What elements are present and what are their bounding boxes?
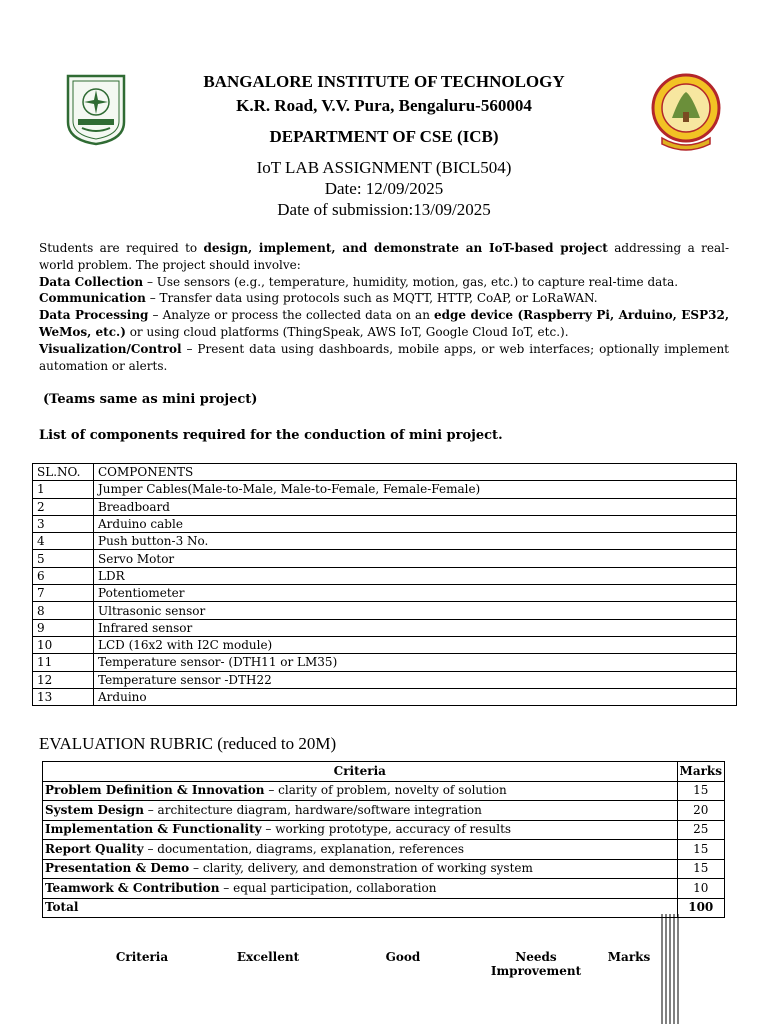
table-row [33,515,737,532]
table-row [43,879,725,899]
criteria-label: Teamwork & Contribution [45,880,220,895]
requirement-text-tail: or using cloud platforms (ThingSpeak, AWS IoT, Google Cloud IoT, etc.). [125,324,569,339]
cell-marks: 20 [677,801,724,821]
components-table [32,463,737,706]
cell-criteria [43,801,678,821]
intro-text-tail: addressing a real-world problem. The project should involve: [39,241,730,272]
cell-component: Ultrasonic sensor [94,602,737,619]
header-criteria: Criteria [43,762,678,782]
table-row [33,498,737,515]
requirement-text: – Transfer data using protocols such as MQTT, HTTP, CoAP, or LoRaWAN. [145,291,598,306]
cell-slno: 3 [33,515,94,532]
criteria-desc: – equal participation, collaboration [219,880,437,895]
cell-criteria [43,840,678,860]
cell-component: LCD (16x2 with I2C module) [94,636,737,653]
criteria-label: Report Quality [45,841,144,856]
cell-component: Temperature sensor -DTH22 [94,671,737,688]
table-row [33,602,737,619]
table-border-lines [661,914,679,1024]
cell-slno: 7 [33,585,94,602]
total-row [43,898,725,918]
requirement-item [39,290,729,307]
total-label: Total [43,898,678,918]
header-slno: SL.NO. [33,464,94,481]
requirement-text: – Present data using dashboards, mobile apps, or web interfaces; optionally implement automation or alerts. [39,341,729,373]
components-title: List of components required for the conduction of mini project. [39,428,503,443]
intro-text: Students are required to [39,241,204,255]
cell-marks: 15 [677,840,724,860]
table-row [43,781,725,801]
header-components: COMPONENTS [94,464,737,481]
cell-slno: 8 [33,602,94,619]
cell-slno: 12 [33,671,94,688]
requirement-label: Data Collection [39,274,144,289]
cell-component: Breadboard [94,498,737,515]
cell-slno: 5 [33,550,94,567]
criteria-label: Problem Definition & Innovation [45,783,265,798]
criteria-desc: – clarity of problem, novelty of solution [264,783,507,798]
level-needs-improvement: Needs Improvement [490,950,582,978]
level-criteria: Criteria [115,950,169,964]
institute-name: BANGALORE INSTITUTE OF TECHNOLOGY [203,72,565,91]
rubric-table [42,761,725,918]
table-row [33,533,737,550]
requirement-label: Data Processing [39,308,149,323]
header-marks: Marks [677,762,724,782]
cell-slno: 11 [33,654,94,671]
table-row [43,859,725,879]
assignment-title: IoT LAB ASSIGNMENT (BICL504) [256,158,512,177]
criteria-label: System Design [45,802,144,817]
requirement-item [39,307,729,341]
table-row [33,671,737,688]
requirement-text: – Use sensors (e.g., temperature, humidity, motion, gas, etc.) to capture real-time data. [143,274,679,289]
requirement-label: Communication [39,291,146,306]
cell-component: Infrared sensor [94,619,737,636]
table-row [33,654,737,671]
table-row [33,481,737,498]
requirement-item [39,274,729,291]
table-row [33,585,737,602]
table-header-row [33,464,737,481]
submission-date: Date of submission:13/09/2025 [277,200,491,219]
cell-component: LDR [94,567,737,584]
cell-criteria [43,879,678,899]
table-row [43,820,725,840]
criteria-label: Implementation & Functionality [45,822,262,837]
cell-criteria [43,781,678,801]
cell-component: Arduino cable [94,515,737,532]
table-row [33,619,737,636]
requirement-bold-text: edge device (Raspberry Pi, Arduino, ESP32, WeMos, etc.) [39,308,730,339]
table-header-row [43,762,725,782]
institute-address: K.R. Road, V.V. Pura, Bengaluru-560004 [236,96,532,115]
cell-criteria [43,859,678,879]
cell-marks: 25 [677,820,724,840]
cell-criteria [43,820,678,840]
cell-slno: 4 [33,533,94,550]
intro-bold-text: design, implement, and demonstrate an IoT-based project [203,241,608,255]
cell-component: Arduino [94,688,737,705]
requirement-text: – Analyze or process the collected data on an [148,308,435,323]
cell-component: Jumper Cables(Male-to-Male, Male-to-Female, Female-Female) [94,481,737,498]
cell-component: Potentiometer [94,585,737,602]
table-row [43,840,725,860]
requirement-item [39,341,729,375]
table-row [33,550,737,567]
assignment-date: Date: 12/09/2025 [324,179,444,198]
level-marks: Marks [607,950,651,964]
cell-slno: 1 [33,481,94,498]
intro-section [39,240,729,374]
criteria-desc: – working prototype, accuracy of results [261,822,512,837]
level-good: Good [385,950,421,964]
table-row [43,801,725,821]
criteria-desc: – clarity, delivery, and demonstration of working system [189,861,533,876]
intro-paragraph [39,240,729,274]
cell-slno: 10 [33,636,94,653]
cell-slno: 2 [33,498,94,515]
cell-component: Servo Motor [94,550,737,567]
requirement-label: Visualization/Control [39,341,182,356]
cell-slno: 13 [33,688,94,705]
cell-marks: 15 [677,859,724,879]
criteria-desc: – architecture diagram, hardware/software integration [143,802,482,817]
rubric-title: EVALUATION RUBRIC (reduced to 20M) [39,734,337,753]
cell-slno: 6 [33,567,94,584]
teams-note: (Teams same as mini project) [43,392,258,407]
table-row [33,688,737,705]
table-row [33,567,737,584]
department-name: DEPARTMENT OF CSE (ICB) [269,127,499,146]
cell-marks: 15 [677,781,724,801]
cell-component: Push button-3 No. [94,533,737,550]
cell-slno: 9 [33,619,94,636]
criteria-desc: – documentation, diagrams, explanation, references [143,841,465,856]
criteria-label: Presentation & Demo [45,861,190,876]
level-excellent: Excellent [236,950,300,964]
total-marks: 100 [677,898,724,918]
cell-component: Temperature sensor- (DTH11 or LM35) [94,654,737,671]
table-row [33,636,737,653]
cell-marks: 10 [677,879,724,899]
